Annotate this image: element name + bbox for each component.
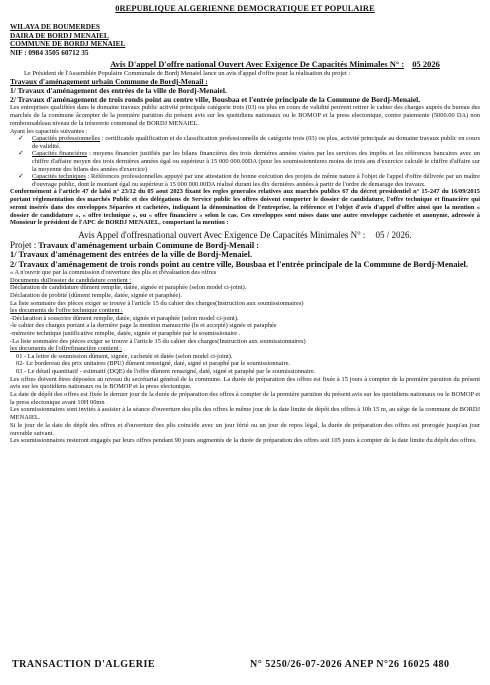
capacities-heading: Ayant les capacités suivantes : (10, 127, 88, 135)
wilaya-line: WILAYA DE BOUMERDES (10, 22, 100, 31)
capacity-technical: ✓ Capacités techniques : Références professionnelles appuyé par une attestation de bonne exécution des projets de même nature à l'objet de l'appel d'offre délivrée par un maître d'ouvrage public, dont le montant égal ou supérieur à 15 000 000.00DA réalisé durant les dix derniéres années à partir de l'ordre de demarage des travaux. (18, 172, 480, 188)
opening-invite-paragraph: Les soumissionnaires sont invités à assister à la séance d'ouverture des plis des offres le même jour de la date limite de dépôt des offres à 10h 15 m, au siège de la commune de BORDJ MENAIEL. (10, 406, 480, 422)
capacity-professional: ✓ Capacités professionnelles : certificatde qualification et de classification professionnelle de catégorie trois (03) ou plus, activité principale au domaine travaux public en cours de validité. (18, 134, 480, 150)
financial-item: 01 - La lettre de soumission dûment, signée, cachetée et datée (selon model ci-joint). (16, 352, 233, 360)
capacities-list (10, 135, 480, 188)
documents-section (10, 277, 480, 376)
footer-reference: N° 5250/26-07-2026 ANEP N°26 16025 480 (250, 659, 450, 670)
financial-item: 02- Le bordereau des prix unitaires (BPU) dûment renseigné, daté, signé et paraphé par le soumissionnaire. (16, 360, 291, 368)
republic-header: 0REPUBLIQUE ALGERIENNE DEMOCRATIQUE ET POPULAIRE (115, 4, 375, 13)
check-icon: ✓ (18, 149, 24, 158)
announcement-page (10, 4, 480, 445)
tender-title-1-text: Avis D'appel D'offre national Ouvert Avec Exigence De Capacités Minimales N° : (110, 59, 405, 70)
technical-item: -Déclaration à souscrire dûment remplie, datée, signée et paraphée (selon model ci-joint). (10, 314, 239, 322)
tender-title-2-text: Avis Appel d'offresnational ouvert Avec Exigence De Capacités Minimales N° : (78, 229, 366, 240)
validity-paragraph: Les soumissionnaires resteront engagés par leurs offres pendant 90 jours augmentés de la durée de préparation des offres soit 105 jours à compter de la date limite du dépôt des offres. (10, 437, 477, 445)
open-note: « A n'ouvrir que par la commission d'ouverture des plis et d'évaluation des offres (10, 269, 217, 277)
lot-2-1: 1/ Travaux d'aménagement des entrées de la ville de Bordj-Menaiel. (10, 250, 253, 260)
lot-2-2: 2/ Travaux d'aménagement de trois ronds point au centre ville, Bousbaa et l'entrée principale de la Commune de Bordj-Menaiel. (10, 259, 468, 269)
tender-number-2: 05 / 2026. (375, 229, 412, 240)
technical-item: -mémoire technique justificative remplie, datée, signée et paraphée par le soumissionaire . (10, 330, 241, 338)
tender-title-1 (10, 59, 480, 70)
check-icon: ✓ (18, 134, 24, 143)
commune-line: COMMUNE DE BORDJ MENAIEL (10, 39, 126, 49)
lot-1-1: 1/ Travaux d'aménagement des entrées de la ville de Bordj-Menaiel. (10, 85, 227, 95)
deposit-paragraph: Les offres doivent êtres déposées au niveau du secrétariat général de la commune. La durée de préparation des offres est fixée à 15 jours à compter de la première parution du présent avis sur les quotidiens nationaux ou le BOMOP et la press electonique. (10, 375, 480, 391)
conformity-paragraph: Conformément à l'article 47 de laloi n° 23/12 du 05 aout 2023 fixant les regles generales relatives aux marchés publics 67 du décret presidentiel n° 15-247 du 16/09/2015 portant réglementation des marchés Public et des délégations de Service public les offres doivent comporter le dossier de candidature, l'offre technique et financière qui seront insérés dans des enveloppes Séparées et cachetées, indiquant la dénomination de l'entreprise, la référence et l'objet d'avis d'appel d'offre ainsi que la mention « dossier de candidature », « offre technique », ou « offre financière » selon le cas. Ces enveloppes sont mises dans une autre enveloppe cachetée et anonyme, adressée à Monsieur le président de l'APC de BORDJ MENAIEL, comportant la mention : (10, 188, 480, 227)
project-title-1: Travaux d'aménagement urbain Commune de Bordj-Menail : (10, 77, 208, 87)
candidature-heading: Documents duDossier de candidature contient : (10, 276, 132, 284)
project-title-2: Projet : Travaux d'aménagement urbain Commune de Bordj-Menail : (10, 239, 260, 250)
tender-title-2 (10, 229, 480, 241)
technical-item: -le cahier des charges portant a la dernière page la mention manuscrite (lu et accepté) signée et paraphée (10, 322, 277, 330)
candidature-item: Déclaration de probité (dûment remplie, datée, signée et paraphée). (10, 292, 182, 300)
nif-line: NIF : 0984 3505 60712 35 (10, 47, 89, 57)
candidature-item: Déclaration de candidature dûment remplie, datée, signée et paraphée (selon model ci-joint). (10, 284, 247, 292)
holiday-paragraph: Si le jour de la date de dépôt des offres et d'ouverture des plis coincide avec un jour férié ou un jour de repos légal, la durée de préparation des offres est prorogée jusqu'au jour ouvrable suivant. (10, 421, 480, 437)
check-icon: ✓ (18, 172, 24, 181)
daira-line: DAIRA DE BORDJ MENAIEL (10, 30, 109, 40)
candidature-item: La liste sommaire des pièces exiger se trouve à l'article 15 du cahier des charges(Instruction aux soumissionnaires) (10, 299, 304, 307)
eligibility-paragraph: Les entreprises qualifiées dans le domaine travaux public activité principale catégorie trois (03) ou plus en cours de validité peuvent retirer le cahier des charges auprès du bureau des marchés de la commune âcompter de la premiére parution du présent avis sur les quotidiens nationaux ou le BOMOP et la press electonique, contre paiemente (5000.00 DA) non remboursableau niveau de la trésorerie communal de BORDJ MENAIEL. (10, 104, 480, 127)
footer-publication: TRANSACTION D'ALGERIE (12, 659, 156, 670)
technical-heading: les documents de l'offre technique contient : (10, 307, 123, 315)
tender-number-1: 05 2026 (412, 59, 440, 70)
financial-heading: les documents de l'offrefinancière contient : (10, 345, 122, 353)
lot-1-2: 2/ Travaux d'aménagement de trois ronds point au centre ville, Bousbaa et l'entrée principale de la Commune de Bordj-Menaiel. (10, 94, 421, 104)
technical-item: -La liste sommaire des pièces exiger se trouve à l'article 15 du cahier des charges(Instruction aux soumissionnaires) (10, 337, 306, 345)
financial-item: 03 - Le détail quantitatif - estimatif (DQE) de l'offre dûment renseigné, daté, signé et paraphé par le soumissionnaire. (16, 368, 316, 375)
capacity-financial: ✓ Capacités financières : moyens financier justifiés par les bilans financières des trois dernières années visées par les services des impôts et les références bancaires avec un chiffre d'affaire moyen des trois dernières années égal ou supérieur à 15 000 000.00DA (pour les soumissionnieres moins de trois ans d'exercice calculé le chiffre d'affaire sur la moyenne des bilans des années d'exercice) (18, 149, 480, 173)
deposit-date-paragraph: La date de dépôt des offres est fixée le dernier jour de la durée de préparation des offres à compter de la première parution du présent avis sur les quotidiens nationaux ou le BOMOP et la press electonique avant 10H 00mn (10, 391, 480, 406)
intro-paragraph: Le Président de l'Assemblée Populaire Communale de Bordj Menaiel lance un avis d'appel d'offre pour la réalisation du projet : (24, 70, 351, 78)
